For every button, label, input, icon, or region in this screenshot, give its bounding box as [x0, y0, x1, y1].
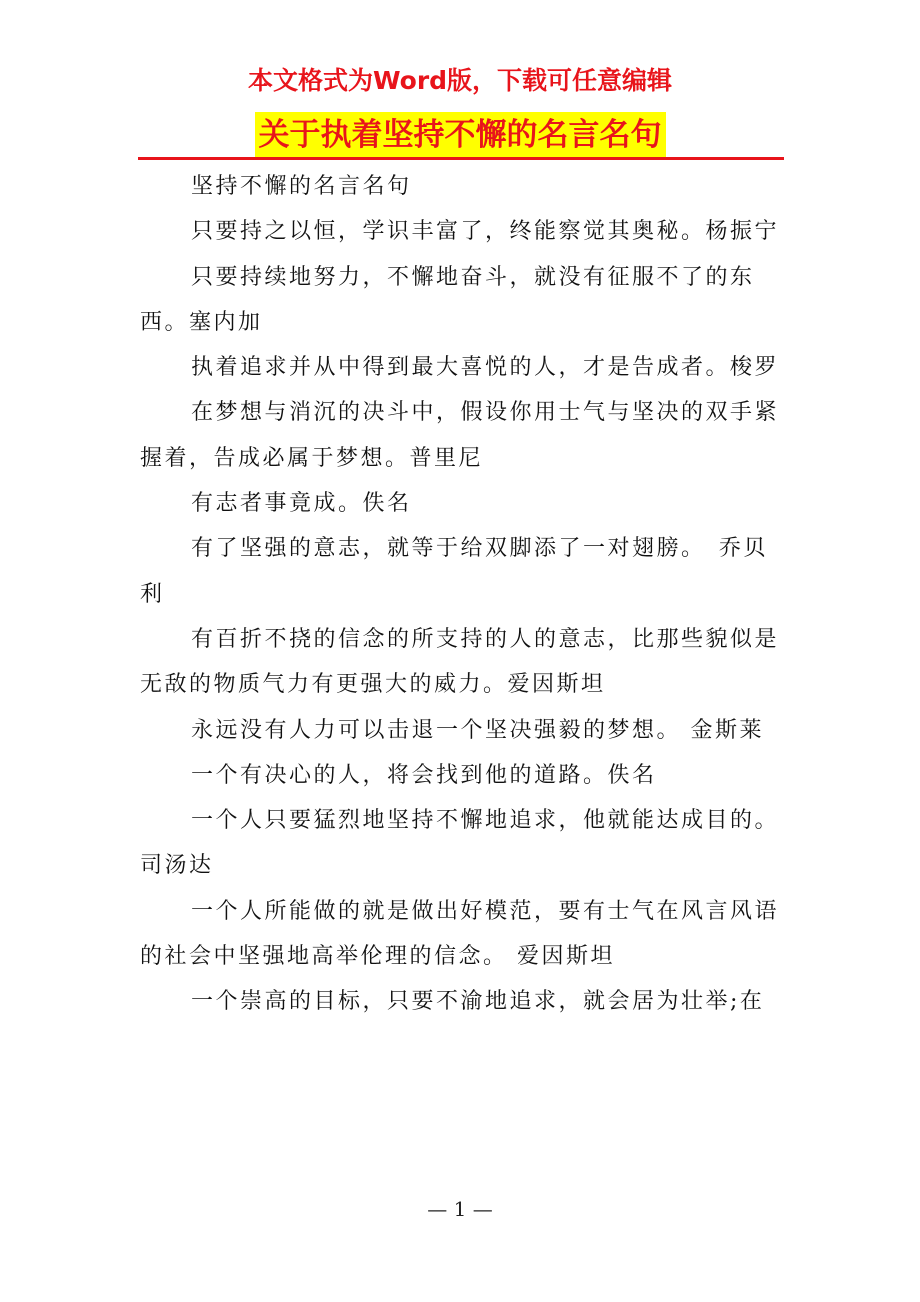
paragraph: 一个人所能做的就是做出好模范，要有士气在风言风语的社会中坚强地高举伦理的信念。 爱因斯坦	[140, 898, 780, 970]
page-number: — 1 —	[427, 1197, 493, 1221]
paragraph: 只要持之以恒，学识丰富了，终能察觉其奥秘。杨振宁	[191, 219, 780, 245]
paragraph: 一个崇高的目标，只要不渝地追求，就会居为壮举;在	[191, 989, 765, 1015]
title-container	[0, 112, 920, 158]
paragraph: 在梦想与消沉的决斗中，假设你用士气与坚决的双手紧握着，告成必属于梦想。普里尼	[140, 400, 780, 471]
format-notice-banner: 本文格式为Word版，下载可任意编辑	[247, 66, 673, 95]
paragraph: 只要持续地努力，不懈地奋斗，就没有征服不了的东西。塞内加	[140, 264, 755, 335]
paragraph: 永远没有人力可以击退一个坚决强毅的梦想。 金斯莱	[191, 717, 764, 743]
paragraph: 执着追求并从中得到最大喜悦的人，才是告成者。梭罗	[191, 355, 780, 381]
paragraph: 有了坚强的意志，就等于给双脚添了一对翅膀。 乔贝利	[140, 536, 769, 607]
paragraph: 有百折不挠的信念的所支持的人的意志，比那些貌似是无敌的物质气力有更强大的威力。爱因斯坦	[140, 626, 780, 698]
paragraph: 坚持不懈的名言名句	[191, 174, 412, 199]
body-text	[140, 164, 785, 1025]
page-title: 关于执着坚持不懈的名言名句	[255, 112, 666, 158]
paragraph: 一个有决心的人，将会找到他的道路。佚名	[191, 762, 657, 788]
paragraph: 一个人只要猛烈地坚持不懈地追求，他就能达成目的。司汤达	[140, 808, 780, 879]
paragraph: 有志者事竟成。佚名	[191, 491, 412, 517]
title-divider	[138, 157, 784, 160]
